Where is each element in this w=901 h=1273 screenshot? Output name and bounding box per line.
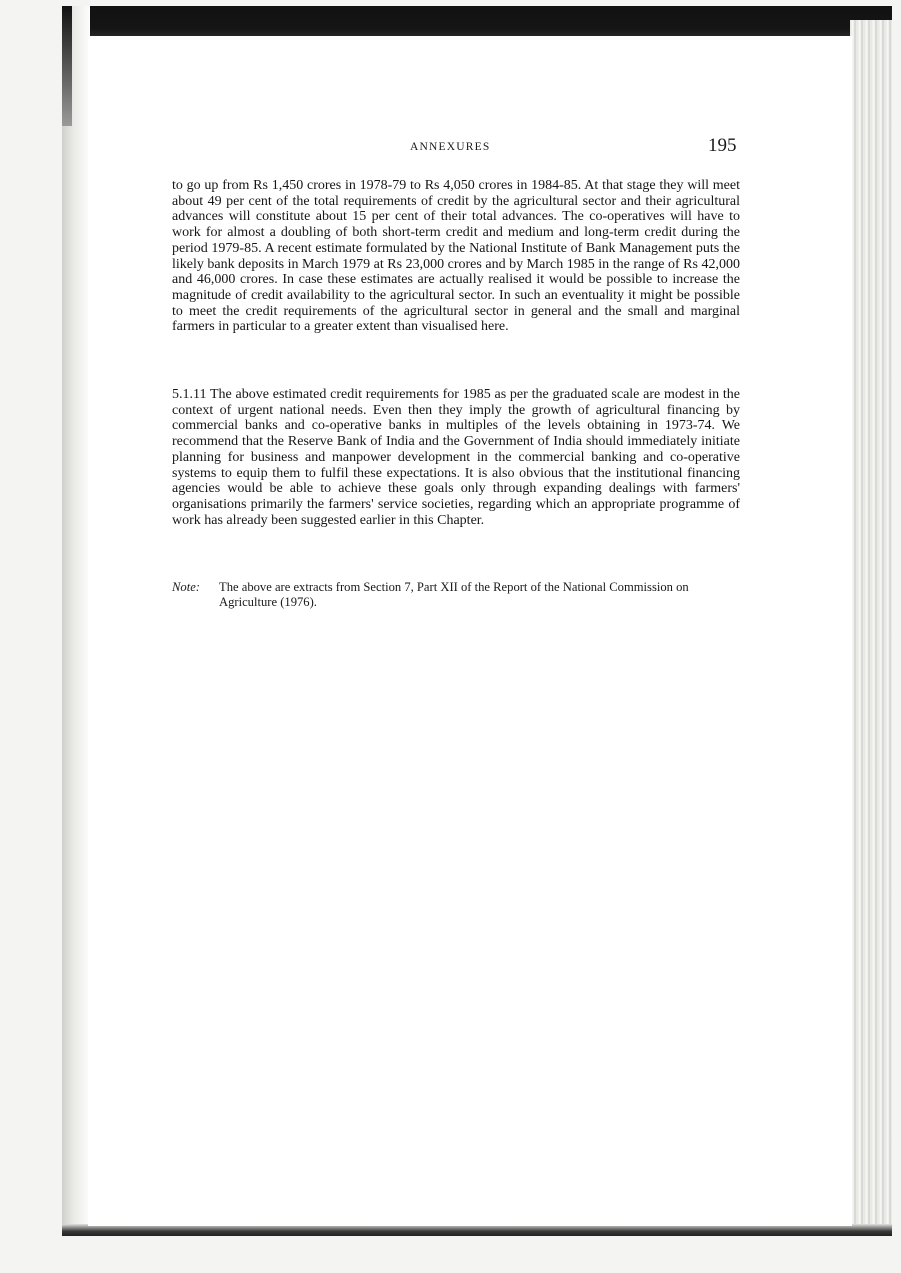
scan-right-page-edges [850, 20, 892, 1235]
note-text: The above are extracts from Section 7, Part XII of the Report of the National Commission on Agriculture (1976). [219, 580, 689, 609]
body-paragraph: to go up from Rs 1,450 crores in 1978-79 to Rs 4,050 crores in 1984-85. At that stage they will meet about 49 per cent of the total requirements of credit by the agricultural sector and their agricultural advances will constitute about 15 per cent of their total advances. The co-operatives will have to work for almost a doubling of both short-term credit and medium and long-term credit during the period 1979-85. A recent estimate formulated by the National Institute of Bank Management puts the likely bank deposits in March 1979 at Rs 23,000 crores and by March 1985 in the range of Rs 42,000 and 46,000 crores. In case these estimates are actually realised it would be possible to increase the magnitude of credit availability to the agricultural sector. In such an eventuality it might be possible to meet the credit requirements of the agricultural sector in general and the small and marginal farmers in particular to a greater extent than visualised here. [172, 178, 740, 335]
running-head: ANNEXURES [410, 141, 491, 153]
scan-left-gutter [62, 6, 90, 1234]
scan-left-shadow [62, 6, 72, 126]
scan-top-edge [62, 6, 892, 38]
page-number: 195 [708, 135, 737, 156]
body-paragraph: 5.1.11 The above estimated credit requirements for 1985 as per the graduated scale are modest in the context of urgent national needs. Even then they imply the growth of agricultural financing by commercial banks and co-operative banks in multiples of the levels obtaining in 1973-74. We recommend that the Reserve Bank of India and the Government of India should immediately initiate planning for business and manpower development in the commercial banking and co-operative systems to equip them to fulfil these expectations. It is also obvious that the institutional financing agencies would be able to achieve these goals only through expanding dealings with farmers' organisations primarily the farmers' service societies, regarding which an appropriate programme of work has already been suggested earlier in this Chapter. [172, 387, 740, 528]
footnote [172, 580, 740, 610]
note-label: Note: [172, 580, 200, 594]
